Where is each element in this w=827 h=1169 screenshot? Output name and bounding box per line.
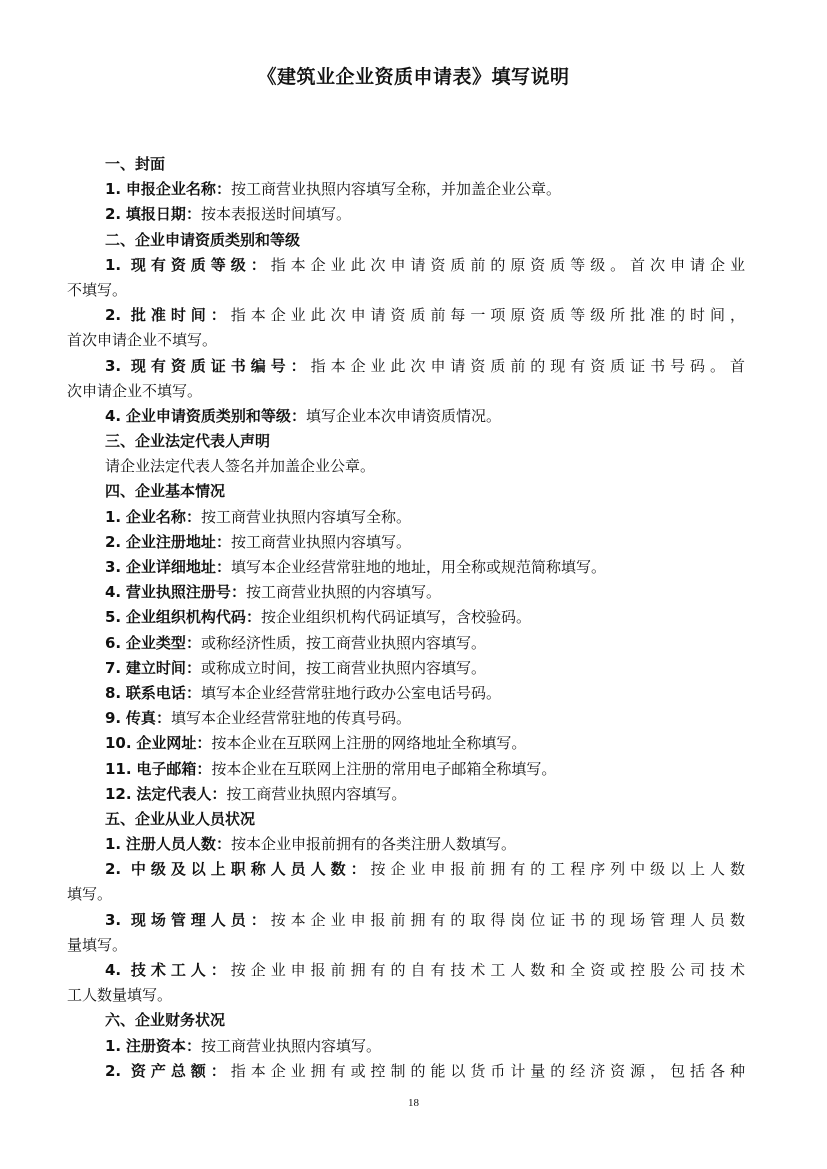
item-separator: ： bbox=[250, 255, 271, 274]
item-term: 填报日期 bbox=[125, 205, 186, 224]
item-term: 企业详细地址 bbox=[125, 558, 216, 576]
item-number: 6. bbox=[105, 633, 122, 652]
item-number: 2. bbox=[105, 205, 122, 224]
item-separator: ： bbox=[250, 910, 271, 929]
item-separator: ： bbox=[245, 608, 261, 627]
item-number: 1. bbox=[105, 835, 122, 854]
document-title: 《建筑业企业资质申请表》填写说明 bbox=[257, 66, 570, 88]
instruction-item bbox=[67, 253, 745, 278]
item-description: 填写企业本次申请资质情况。 bbox=[305, 406, 501, 425]
item-term: 企业类型 bbox=[125, 633, 186, 652]
item-description: 按工商营业执照内容填写全称，并加盖企业公章。 bbox=[230, 180, 561, 199]
instruction-item bbox=[67, 631, 745, 656]
item-term: 现有资质等级 bbox=[130, 255, 251, 274]
item-description: 按本企业申报前拥有的取得岗位证书的现场管理人员数 bbox=[270, 910, 745, 929]
page-number: 18 bbox=[408, 1097, 419, 1109]
item-description: 按企业申报前拥有的自有技术工人数和全资或控股公司技术 bbox=[230, 961, 745, 979]
instruction-item bbox=[67, 580, 745, 605]
item-term: 申报企业名称 bbox=[125, 180, 216, 199]
item-separator: ： bbox=[185, 633, 201, 652]
item-separator: ： bbox=[215, 558, 231, 576]
continuation-line: 次申请企业不填写。 bbox=[67, 381, 203, 400]
item-number: 4. bbox=[105, 961, 122, 979]
item-description: 按工商营业执照内容填写。 bbox=[200, 1036, 381, 1055]
item-term: 营业执照注册号 bbox=[125, 583, 231, 602]
item-term: 中级及以上职称人员人数 bbox=[130, 860, 351, 879]
item-number: 1. bbox=[105, 180, 122, 199]
item-term: 联系电话 bbox=[125, 683, 186, 702]
instruction-item bbox=[67, 681, 745, 706]
instruction-item bbox=[67, 782, 745, 807]
item-term: 现场管理人员 bbox=[130, 910, 251, 929]
item-separator: ： bbox=[215, 180, 231, 199]
instruction-item bbox=[67, 908, 745, 933]
section-heading: 二、企业申请资质类别和等级 bbox=[105, 230, 301, 249]
item-term: 现有资质证书编号 bbox=[130, 356, 291, 375]
item-separator: ： bbox=[196, 759, 212, 778]
item-description: 填写本企业经营常驻地的地址，用全称或规范简称填写。 bbox=[230, 558, 606, 576]
item-separator: ： bbox=[210, 961, 231, 979]
instruction-item bbox=[67, 958, 745, 983]
item-number: 3. bbox=[105, 910, 122, 929]
item-term: 技术工人 bbox=[130, 961, 211, 979]
section-heading: 三、企业法定代表人声明 bbox=[105, 432, 271, 451]
item-number: 1. bbox=[105, 1036, 122, 1055]
document-body bbox=[67, 152, 745, 1084]
item-description: 或称成立时间，按工商营业执照内容填写。 bbox=[200, 658, 486, 677]
item-separator: ： bbox=[210, 306, 231, 325]
continuation-line: 不填写。 bbox=[67, 280, 128, 299]
item-description: 指本企业拥有或控制的能以货币计量的经济资源，包括各种 bbox=[230, 1061, 745, 1080]
item-number: 3. bbox=[105, 356, 122, 375]
item-separator: ： bbox=[155, 709, 171, 728]
item-number: 1. bbox=[105, 255, 122, 274]
item-description: 指本企业此次申请资质前每一项原资质等级所批准的时间， bbox=[230, 306, 745, 325]
item-description: 或称经济性质，按工商营业执照内容填写。 bbox=[200, 633, 486, 652]
instruction-item bbox=[67, 656, 745, 681]
item-term: 批准时间 bbox=[130, 306, 211, 325]
item-description: 填写本企业经营常驻地的传真号码。 bbox=[170, 709, 411, 728]
item-term: 资产总额 bbox=[130, 1061, 211, 1080]
item-number: 11. bbox=[105, 759, 132, 778]
item-number: 10. bbox=[105, 734, 132, 753]
instruction-item bbox=[67, 757, 745, 782]
item-term: 建立时间 bbox=[125, 658, 186, 677]
item-description: 按本企业申报前拥有的各类注册人数填写。 bbox=[230, 835, 516, 854]
item-term: 企业注册地址 bbox=[125, 532, 216, 551]
instruction-item bbox=[67, 1034, 745, 1059]
plain-paragraph: 请企业法定代表人签名并加盖企业公章。 bbox=[105, 457, 376, 476]
item-term: 企业网址 bbox=[136, 734, 197, 753]
item-separator: ： bbox=[185, 1036, 201, 1055]
instruction-item bbox=[67, 303, 745, 328]
instruction-item bbox=[67, 354, 745, 379]
item-term: 注册资本 bbox=[125, 1036, 186, 1055]
item-number: 2. bbox=[105, 306, 122, 325]
item-separator: ： bbox=[185, 507, 201, 526]
item-separator: ： bbox=[211, 784, 227, 803]
item-description: 按企业申报前拥有的工程序列中级以上人数 bbox=[370, 860, 745, 879]
item-separator: ： bbox=[215, 532, 231, 551]
section-heading: 四、企业基本情况 bbox=[105, 482, 226, 501]
item-description: 指本企业此次申请资质前的现有资质证书号码。首 bbox=[310, 356, 745, 375]
item-description: 按工商营业执照内容填写全称。 bbox=[200, 507, 411, 526]
instruction-item bbox=[67, 177, 745, 202]
item-number: 8. bbox=[105, 683, 122, 702]
item-term: 电子邮箱 bbox=[136, 759, 197, 778]
item-term: 注册人员人数 bbox=[125, 835, 216, 854]
instruction-item bbox=[67, 857, 745, 882]
item-number: 1. bbox=[105, 507, 122, 526]
item-number: 2. bbox=[105, 532, 122, 551]
section-heading: 六、企业财务状况 bbox=[105, 1011, 226, 1030]
continuation-line: 量填写。 bbox=[67, 935, 128, 954]
item-description: 按本企业在互联网上注册的网络地址全称填写。 bbox=[211, 734, 527, 753]
item-description: 按工商营业执照内容填写。 bbox=[230, 532, 411, 551]
item-number: 2. bbox=[105, 1061, 122, 1080]
item-separator: ： bbox=[185, 658, 201, 677]
item-description: 按工商营业执照内容填写。 bbox=[226, 784, 407, 803]
item-separator: ： bbox=[215, 835, 231, 854]
continuation-line: 填写。 bbox=[67, 885, 113, 904]
item-description: 按本企业在互联网上注册的常用电子邮箱全称填写。 bbox=[211, 759, 557, 778]
item-number: 12. bbox=[105, 784, 132, 803]
item-description: 指本企业此次申请资质前的原资质等级。首次申请企业 bbox=[270, 255, 745, 274]
item-separator: ： bbox=[185, 205, 201, 224]
item-number: 9. bbox=[105, 709, 122, 728]
item-separator: ： bbox=[290, 406, 306, 425]
instruction-item bbox=[67, 202, 745, 227]
instruction-item bbox=[67, 404, 745, 429]
continuation-line: 首次申请企业不填写。 bbox=[67, 331, 218, 350]
instruction-item bbox=[67, 731, 745, 756]
item-description: 填写本企业经营常驻地行政办公室电话号码。 bbox=[200, 683, 501, 702]
section-heading: 一、封面 bbox=[105, 155, 166, 173]
continuation-line: 工人数量填写。 bbox=[67, 986, 173, 1005]
instruction-item bbox=[67, 555, 745, 580]
instruction-item bbox=[67, 706, 745, 731]
item-description: 按工商营业执照的内容填写。 bbox=[245, 583, 441, 602]
item-description: 按企业组织机构代码证填写，含校验码。 bbox=[260, 608, 531, 627]
item-number: 5. bbox=[105, 608, 122, 627]
item-term: 企业名称 bbox=[125, 507, 186, 526]
item-number: 4. bbox=[105, 583, 122, 602]
item-term: 企业组织机构代码 bbox=[125, 608, 246, 627]
section-heading: 五、企业从业人员状况 bbox=[105, 809, 256, 828]
item-separator: ： bbox=[185, 683, 201, 702]
item-term: 传真 bbox=[125, 709, 156, 728]
item-separator: ： bbox=[230, 583, 246, 602]
item-separator: ： bbox=[196, 734, 212, 753]
item-separator: ： bbox=[210, 1061, 231, 1080]
instruction-item bbox=[67, 1059, 745, 1084]
item-term: 企业申请资质类别和等级 bbox=[125, 406, 291, 425]
item-separator: ： bbox=[290, 356, 311, 375]
item-term: 法定代表人 bbox=[136, 784, 212, 803]
item-separator: ： bbox=[350, 860, 371, 879]
item-number: 4. bbox=[105, 406, 122, 425]
item-number: 2. bbox=[105, 860, 122, 879]
instruction-item bbox=[67, 605, 745, 630]
instruction-item bbox=[67, 505, 745, 530]
item-description: 按本表报送时间填写。 bbox=[200, 205, 351, 224]
item-number: 7. bbox=[105, 658, 122, 677]
item-number: 3. bbox=[105, 558, 122, 576]
instruction-item bbox=[67, 530, 745, 555]
instruction-item bbox=[67, 832, 745, 857]
